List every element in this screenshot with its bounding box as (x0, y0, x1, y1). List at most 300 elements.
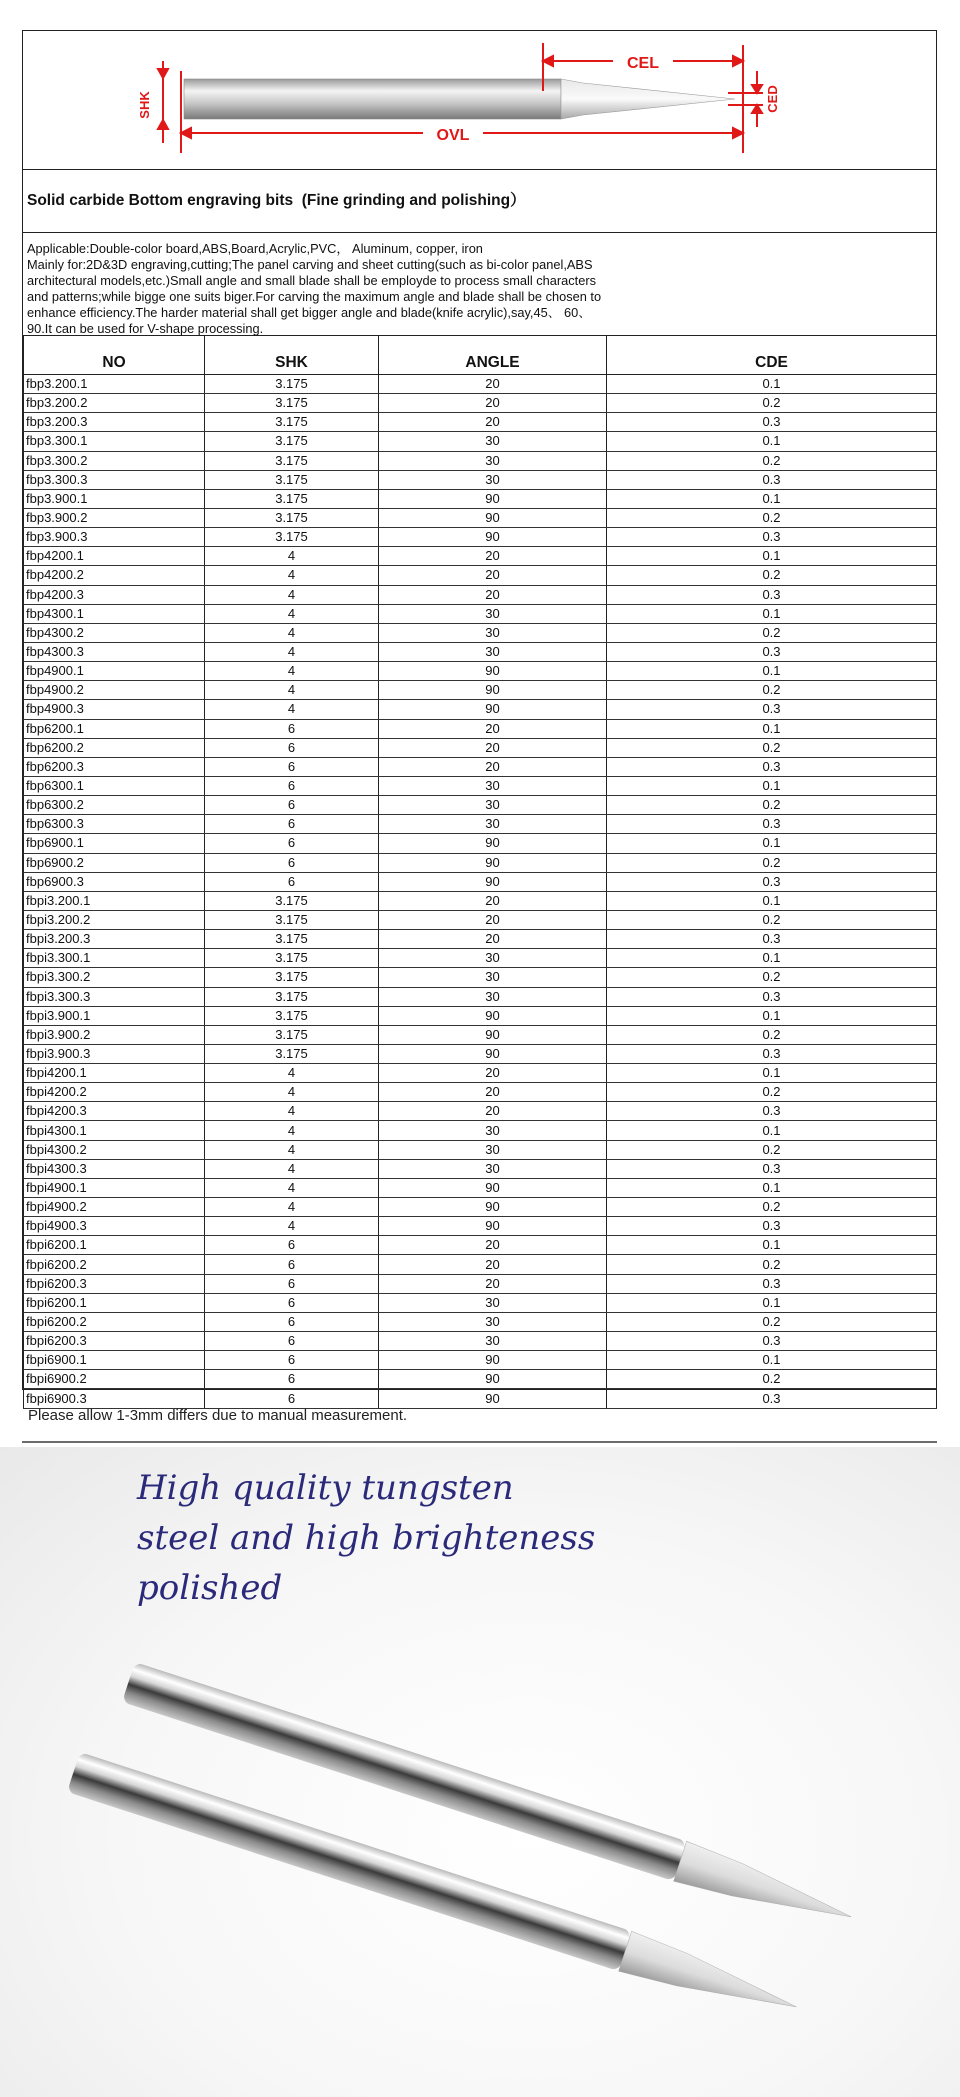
cell-cde: 0.3 (607, 1274, 937, 1293)
cell-shk: 6 (205, 776, 379, 795)
cell-cde: 0.2 (607, 1370, 937, 1389)
cell-angle: 30 (379, 949, 607, 968)
cell-no: fbp3.900.2 (24, 508, 205, 527)
cell-no: fbp4200.1 (24, 547, 205, 566)
cell-shk: 4 (205, 1140, 379, 1159)
cell-cde: 0.1 (607, 1178, 937, 1197)
cell-angle: 20 (379, 413, 607, 432)
cell-cde: 0.3 (607, 470, 937, 489)
table-row (24, 1198, 937, 1217)
cell-angle: 30 (379, 1159, 607, 1178)
cell-shk: 3.175 (205, 949, 379, 968)
cell-angle: 90 (379, 1351, 607, 1370)
table-row (24, 642, 937, 661)
cell-cde: 0.1 (607, 1121, 937, 1140)
cell-shk: 3.175 (205, 394, 379, 413)
cell-no: fbp4900.1 (24, 662, 205, 681)
cell-shk: 6 (205, 1312, 379, 1331)
cell-angle: 30 (379, 1293, 607, 1312)
ovl-label: OVL (436, 127, 470, 144)
cell-no: fbpi4200.2 (24, 1083, 205, 1102)
spec-table-body (24, 375, 937, 1409)
cell-cde: 0.3 (607, 930, 937, 949)
bit-dimension-drawing (23, 31, 936, 169)
cell-no: fbp6300.3 (24, 815, 205, 834)
cell-angle: 30 (379, 451, 607, 470)
cell-angle: 20 (379, 930, 607, 949)
cell-angle: 20 (379, 566, 607, 585)
cell-no: fbp4300.3 (24, 642, 205, 661)
cell-shk: 6 (205, 853, 379, 872)
cell-no: fbpi3.200.3 (24, 930, 205, 949)
cell-no: fbpi6200.3 (24, 1274, 205, 1293)
description-line: enhance efficiency.The harder material shall get bigger angle and blade(knife acrylic),say,45、 60、 (27, 305, 592, 320)
cell-cde: 0.1 (607, 375, 937, 394)
table-row (24, 1217, 937, 1236)
cell-no: fbp3.200.3 (24, 413, 205, 432)
table-row (24, 1102, 937, 1121)
table-row (24, 1370, 937, 1389)
cell-cde: 0.1 (607, 949, 937, 968)
cell-no: fbp4300.2 (24, 623, 205, 642)
cell-shk: 6 (205, 872, 379, 891)
cell-angle: 90 (379, 834, 607, 853)
cell-shk: 3.175 (205, 375, 379, 394)
cell-no: fbp6300.2 (24, 796, 205, 815)
cell-angle: 30 (379, 623, 607, 642)
bit-shank (184, 79, 561, 119)
cell-no: fbpi3.900.2 (24, 1025, 205, 1044)
cell-cde: 0.3 (607, 585, 937, 604)
table-row (24, 489, 937, 508)
cell-shk: 3.175 (205, 528, 379, 547)
cell-cde: 0.1 (607, 1236, 937, 1255)
table-row (24, 432, 937, 451)
cell-angle: 20 (379, 757, 607, 776)
cell-shk: 4 (205, 1064, 379, 1083)
cell-cde: 0.3 (607, 872, 937, 891)
cell-no: fbp6200.2 (24, 738, 205, 757)
cell-shk: 4 (205, 623, 379, 642)
table-row (24, 1332, 937, 1351)
cell-shk: 6 (205, 1351, 379, 1370)
cell-angle: 90 (379, 662, 607, 681)
cell-cde: 0.1 (607, 662, 937, 681)
cell-shk: 6 (205, 757, 379, 776)
cell-no: fbp6900.2 (24, 853, 205, 872)
cell-shk: 3.175 (205, 1025, 379, 1044)
cell-angle: 90 (379, 700, 607, 719)
cell-no: fbp6200.1 (24, 719, 205, 738)
cell-shk: 3.175 (205, 1044, 379, 1063)
cell-no: fbpi4900.1 (24, 1178, 205, 1197)
cell-angle: 90 (379, 853, 607, 872)
cell-shk: 6 (205, 1293, 379, 1312)
table-row (24, 738, 937, 757)
cell-cde: 0.2 (607, 451, 937, 470)
cell-angle: 90 (379, 1198, 607, 1217)
cell-shk: 4 (205, 1102, 379, 1121)
dimension-diagram (23, 31, 936, 170)
cell-cde: 0.2 (607, 1025, 937, 1044)
cell-cde: 0.1 (607, 834, 937, 853)
tagline-line: steel and high brighteness (137, 1518, 596, 1558)
cell-shk: 4 (205, 700, 379, 719)
cell-no: fbp6300.1 (24, 776, 205, 795)
cell-no: fbp6900.1 (24, 834, 205, 853)
cell-no: fbpi6200.1 (24, 1293, 205, 1312)
cell-shk: 4 (205, 681, 379, 700)
cell-shk: 4 (205, 1121, 379, 1140)
table-row (24, 1178, 937, 1197)
cell-angle: 90 (379, 872, 607, 891)
cell-cde: 0.3 (607, 1159, 937, 1178)
cell-cde: 0.3 (607, 1102, 937, 1121)
cell-no: fbpi3.300.1 (24, 949, 205, 968)
table-row (24, 470, 937, 489)
measurement-note: Please allow 1-3mm differs due to manual measurement. (28, 1407, 408, 1424)
cell-cde: 0.1 (607, 891, 937, 910)
cell-no: fbpi6900.3 (24, 1389, 205, 1408)
cell-no: fbp3.300.1 (24, 432, 205, 451)
cell-no: fbpi4300.2 (24, 1140, 205, 1159)
bit-tip (561, 79, 735, 119)
table-row (24, 796, 937, 815)
cell-shk: 6 (205, 1332, 379, 1351)
cell-shk: 6 (205, 738, 379, 757)
cell-angle: 90 (379, 1217, 607, 1236)
cell-cde: 0.3 (607, 1217, 937, 1236)
cell-cde: 0.1 (607, 547, 937, 566)
table-row (24, 566, 937, 585)
cell-cde: 0.1 (607, 776, 937, 795)
cell-cde: 0.1 (607, 1293, 937, 1312)
cell-no: fbp4300.1 (24, 604, 205, 623)
cell-no: fbp6900.3 (24, 872, 205, 891)
cell-no: fbpi3.300.2 (24, 968, 205, 987)
cell-cde: 0.2 (607, 1312, 937, 1331)
cell-no: fbpi6900.2 (24, 1370, 205, 1389)
cell-cde: 0.3 (607, 642, 937, 661)
cell-shk: 4 (205, 585, 379, 604)
table-row (24, 1255, 937, 1274)
tagline-line: polished (137, 1568, 283, 1608)
cell-no: fbpi3.900.1 (24, 1006, 205, 1025)
column-header-shk: SHK (205, 336, 379, 375)
cell-cde: 0.2 (607, 1255, 937, 1274)
cell-angle: 20 (379, 1102, 607, 1121)
cell-shk: 3.175 (205, 451, 379, 470)
table-row (24, 623, 937, 642)
table-row (24, 1064, 937, 1083)
cell-cde: 0.1 (607, 1351, 937, 1370)
cell-cde: 0.3 (607, 1332, 937, 1351)
table-row (24, 1083, 937, 1102)
table-row (24, 834, 937, 853)
cell-shk: 3.175 (205, 470, 379, 489)
cell-no: fbpi6200.1 (24, 1236, 205, 1255)
cell-angle: 30 (379, 1332, 607, 1351)
cell-angle: 20 (379, 891, 607, 910)
cell-angle: 20 (379, 585, 607, 604)
cell-cde: 0.2 (607, 1140, 937, 1159)
cell-angle: 20 (379, 1064, 607, 1083)
cell-no: fbpi3.900.3 (24, 1044, 205, 1063)
cell-cde: 0.1 (607, 604, 937, 623)
cell-cde: 0.3 (607, 987, 937, 1006)
cell-angle: 30 (379, 1312, 607, 1331)
cell-angle: 30 (379, 968, 607, 987)
cell-shk: 3.175 (205, 489, 379, 508)
cell-cde: 0.3 (607, 757, 937, 776)
cell-angle: 30 (379, 815, 607, 834)
cell-angle: 90 (379, 1006, 607, 1025)
cell-cde: 0.2 (607, 623, 937, 642)
description-line: and patterns;while bigge one suits biger.For carving the maximum angle and blade shall be chosen to (27, 289, 602, 304)
tagline-line: High quality tungsten (137, 1468, 514, 1508)
cell-angle: 20 (379, 547, 607, 566)
spec-table (23, 336, 937, 1409)
table-row (24, 394, 937, 413)
cell-shk: 4 (205, 1178, 379, 1197)
table-row (24, 1121, 937, 1140)
cell-angle: 90 (379, 1044, 607, 1063)
cell-no: fbpi6900.1 (24, 1351, 205, 1370)
cell-shk: 6 (205, 1274, 379, 1293)
cell-no: fbp3.200.2 (24, 394, 205, 413)
cell-angle: 20 (379, 1255, 607, 1274)
cell-angle: 30 (379, 796, 607, 815)
cell-shk: 3.175 (205, 968, 379, 987)
cell-shk: 4 (205, 604, 379, 623)
cell-angle: 20 (379, 1083, 607, 1102)
cell-angle: 20 (379, 1274, 607, 1293)
product-title: Solid carbide Bottom engraving bits (Fine grinding and polishing） (23, 169, 936, 233)
table-row (24, 700, 937, 719)
table-row (24, 719, 937, 738)
cell-no: fbp4900.2 (24, 681, 205, 700)
cell-cde: 0.2 (607, 738, 937, 757)
cell-angle: 90 (379, 528, 607, 547)
cell-angle: 20 (379, 375, 607, 394)
cell-no: fbp3.200.1 (24, 375, 205, 394)
cell-no: fbpi4900.3 (24, 1217, 205, 1236)
cell-angle: 30 (379, 1140, 607, 1159)
spec-sheet (22, 30, 937, 1406)
cell-cde: 0.2 (607, 853, 937, 872)
cell-cde: 0.1 (607, 1064, 937, 1083)
cell-angle: 90 (379, 1178, 607, 1197)
table-row (24, 930, 937, 949)
cell-shk: 6 (205, 1236, 379, 1255)
cell-shk: 3.175 (205, 910, 379, 929)
application-description (23, 233, 936, 336)
column-header-cde: CDE (607, 336, 937, 375)
cell-no: fbpi6200.2 (24, 1312, 205, 1331)
cell-cde: 0.1 (607, 432, 937, 451)
table-row (24, 1389, 937, 1408)
cell-shk: 6 (205, 1370, 379, 1389)
table-row (24, 757, 937, 776)
cell-cde: 0.1 (607, 719, 937, 738)
cell-shk: 4 (205, 642, 379, 661)
cell-cde: 0.3 (607, 413, 937, 432)
cell-shk: 3.175 (205, 987, 379, 1006)
cell-angle: 90 (379, 508, 607, 527)
cell-shk: 3.175 (205, 930, 379, 949)
cell-no: fbp6200.3 (24, 757, 205, 776)
cell-shk: 3.175 (205, 508, 379, 527)
cell-shk: 4 (205, 1083, 379, 1102)
description-line: Applicable:Double-color board,ABS,Board,Acrylic,PVC， Aluminum, copper, iron (27, 241, 483, 256)
table-row (24, 508, 937, 527)
cell-shk: 4 (205, 1217, 379, 1236)
ced-label: CED (765, 85, 780, 113)
cell-cde: 0.2 (607, 566, 937, 585)
cell-shk: 3.175 (205, 413, 379, 432)
cell-angle: 30 (379, 987, 607, 1006)
table-row (24, 815, 937, 834)
cell-cde: 0.3 (607, 528, 937, 547)
cell-shk: 6 (205, 1389, 379, 1408)
cell-shk: 6 (205, 815, 379, 834)
cell-shk: 3.175 (205, 1006, 379, 1025)
table-row (24, 681, 937, 700)
cell-shk: 4 (205, 566, 379, 585)
cell-cde: 0.2 (607, 796, 937, 815)
table-row (24, 451, 937, 470)
cell-shk: 4 (205, 662, 379, 681)
column-header-angle: ANGLE (379, 336, 607, 375)
table-row (24, 987, 937, 1006)
cell-cde: 0.2 (607, 910, 937, 929)
cell-cde: 0.3 (607, 1389, 937, 1408)
table-row (24, 528, 937, 547)
table-row (24, 547, 937, 566)
cell-no: fbp3.900.1 (24, 489, 205, 508)
cell-no: fbp3.900.3 (24, 528, 205, 547)
cell-no: fbpi4300.1 (24, 1121, 205, 1140)
tagline (137, 1463, 595, 1613)
cell-angle: 90 (379, 1389, 607, 1408)
table-row (24, 1044, 937, 1063)
cell-cde: 0.2 (607, 508, 937, 527)
description-line: Mainly for:2D&3D engraving,cutting;The panel carving and sheet cutting(such as bi-color panel,ABS (27, 257, 593, 272)
table-row (24, 375, 937, 394)
table-row (24, 968, 937, 987)
table-row (24, 949, 937, 968)
cell-cde: 0.2 (607, 394, 937, 413)
table-row (24, 853, 937, 872)
cell-angle: 30 (379, 642, 607, 661)
table-row (24, 413, 937, 432)
table-row (24, 1274, 937, 1293)
table-row (24, 1159, 937, 1178)
table-row (24, 910, 937, 929)
cell-no: fbpi3.200.1 (24, 891, 205, 910)
cell-angle: 20 (379, 719, 607, 738)
cell-angle: 20 (379, 910, 607, 929)
cell-angle: 30 (379, 1121, 607, 1140)
cell-shk: 6 (205, 796, 379, 815)
cell-angle: 30 (379, 776, 607, 795)
cell-shk: 6 (205, 1255, 379, 1274)
cell-angle: 90 (379, 681, 607, 700)
shk-label: SHK (137, 91, 152, 119)
cell-no: fbp4200.2 (24, 566, 205, 585)
cell-no: fbpi4200.1 (24, 1064, 205, 1083)
table-header-row (24, 336, 937, 375)
cell-no: fbp3.300.2 (24, 451, 205, 470)
cell-angle: 30 (379, 432, 607, 451)
description-line: 90.It can be used for V-shape processing. (27, 321, 264, 336)
cell-angle: 90 (379, 489, 607, 508)
cell-no: fbpi6200.3 (24, 1332, 205, 1351)
cell-cde: 0.1 (607, 1006, 937, 1025)
cell-cde: 0.2 (607, 1198, 937, 1217)
cell-cde: 0.2 (607, 1083, 937, 1102)
cell-shk: 4 (205, 547, 379, 566)
cell-shk: 6 (205, 834, 379, 853)
table-row (24, 585, 937, 604)
table-row (24, 1006, 937, 1025)
cell-no: fbpi4300.3 (24, 1159, 205, 1178)
cell-cde: 0.1 (607, 489, 937, 508)
cell-angle: 20 (379, 394, 607, 413)
table-row (24, 1140, 937, 1159)
table-row (24, 604, 937, 623)
table-row (24, 1025, 937, 1044)
cell-shk: 3.175 (205, 432, 379, 451)
cell-cde: 0.3 (607, 1044, 937, 1063)
cell-no: fbp4900.3 (24, 700, 205, 719)
cell-no: fbpi3.300.3 (24, 987, 205, 1006)
cell-cde: 0.2 (607, 968, 937, 987)
cell-no: fbpi3.200.2 (24, 910, 205, 929)
cell-angle: 90 (379, 1025, 607, 1044)
table-row (24, 1351, 937, 1370)
table-row (24, 1236, 937, 1255)
table-row (24, 1312, 937, 1331)
cell-angle: 30 (379, 470, 607, 489)
cell-cde: 0.3 (607, 700, 937, 719)
cell-no: fbpi4900.2 (24, 1198, 205, 1217)
table-row (24, 891, 937, 910)
cell-no: fbpi6200.2 (24, 1255, 205, 1274)
table-row (24, 872, 937, 891)
cell-angle: 90 (379, 1370, 607, 1389)
cell-cde: 0.2 (607, 681, 937, 700)
cell-angle: 30 (379, 604, 607, 623)
table-row (24, 1293, 937, 1312)
cell-no: fbp3.300.3 (24, 470, 205, 489)
section-divider (22, 1441, 937, 1443)
cell-shk: 4 (205, 1159, 379, 1178)
cell-angle: 20 (379, 738, 607, 757)
table-row (24, 776, 937, 795)
column-header-no: NO (24, 336, 205, 375)
description-line: architectural models,etc.)Small angle and small blade shall be employde to process small characters (27, 273, 597, 288)
table-row (24, 662, 937, 681)
cel-label: CEL (627, 55, 659, 72)
cell-shk: 4 (205, 1198, 379, 1217)
cell-no: fbpi4200.3 (24, 1102, 205, 1121)
cell-shk: 3.175 (205, 891, 379, 910)
cell-angle: 20 (379, 1236, 607, 1255)
cell-cde: 0.3 (607, 815, 937, 834)
cell-no: fbp4200.3 (24, 585, 205, 604)
cell-shk: 6 (205, 719, 379, 738)
